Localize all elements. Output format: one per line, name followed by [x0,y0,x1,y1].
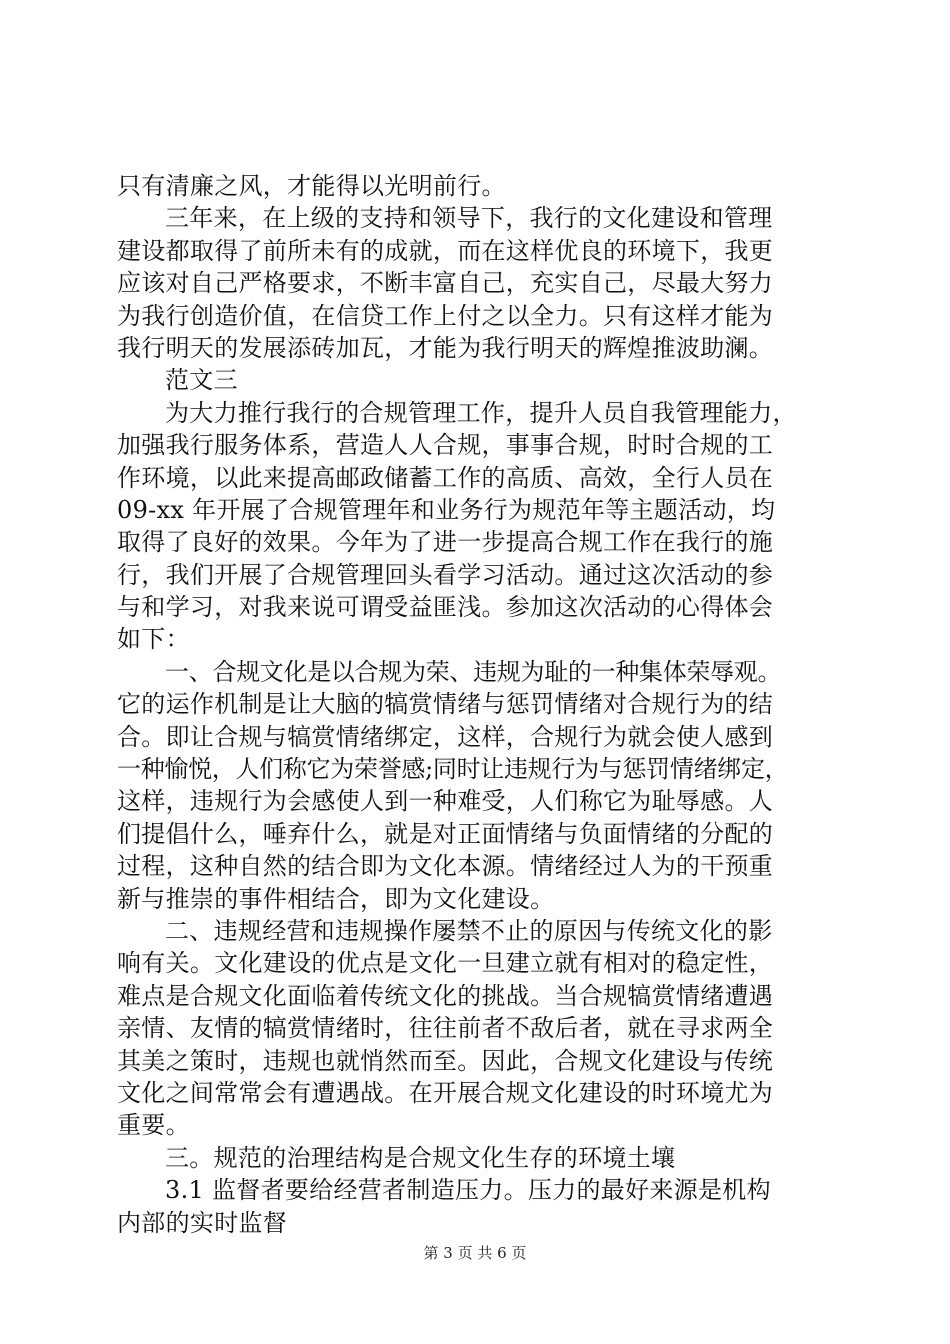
text-line: 应该对自己严格要求，不断丰富自己，充实自己，尽最大努力 [117,269,774,298]
text-line: 一种愉悦，人们称它为荣誉感;同时让违规行为与惩罚情绪绑定， [117,755,789,784]
text-line: 它的运作机制是让大脑的犒赏情绪与惩罚情绪对合规行为的结 [117,690,774,719]
text-line: 与和学习，对我来说可谓受益匪浅。参加这次活动的心得体会 [117,593,774,622]
text-line: 行，我们开展了合规管理回头看学习活动。通过这次活动的参 [117,560,774,589]
section-heading: 范文三 [165,366,238,395]
text-line: 建设都取得了前所未有的成就，而在这样优良的环境下，我更 [117,236,774,265]
text-line: 新与推崇的事件相结合，即为文化建设。 [117,884,555,913]
text-line: 重要。 [117,1111,190,1140]
text-line: 三。规范的治理结构是合规文化生存的环境土壤 [165,1143,676,1172]
text-line: 一、合规文化是以合规为荣、违规为耻的一种集体荣辱观。 [165,657,782,686]
text-line: 合。即让合规与犒赏情绪绑定，这样，合规行为就会使人感到 [117,722,774,751]
text-line: 内部的实时监督 [117,1208,288,1237]
text-line: 3.1 监督者要给经营者制造压力。压力的最好来源是机构 [165,1176,771,1205]
text-line: 09-xx 年开展了合规管理年和业务行为规范年等主题活动，均 [117,495,776,524]
text-line: 加强我行服务体系，营造人人合规，事事合规，时时合规的工 [117,431,774,460]
text-line: 这样，违规行为会感使人到一种难受，人们称它为耻辱感。人 [117,787,774,816]
text-line: 们提倡什么，唾弃什么，就是对正面情绪与负面情绪的分配的 [117,819,774,848]
text-line: 作环境，以此来提高邮政储蓄工作的高质、高效，全行人员在 [117,463,774,492]
text-line: 二、违规经营和违规操作屡禁不止的原因与传统文化的影 [165,916,773,945]
text-line: 其美之策时，违规也就悄然而至。因此，合规文化建设与传统 [117,1046,774,1075]
text-line: 文化之间常常会有遭遇战。在开展合规文化建设的时环境尤为 [117,1078,774,1107]
page-number-footer: 第 3 页 共 6 页 [423,1244,527,1262]
text-line: 取得了良好的效果。今年为了进一步提高合规工作在我行的施 [117,528,774,557]
text-line: 响有关。文化建设的优点是文化一旦建立就有相对的稳定性， [117,949,774,978]
text-line: 如下： [117,625,190,654]
text-line: 只有清廉之风，才能得以光明前行。 [117,172,506,200]
text-line: 为我行创造价值，在信贷工作上付之以全力。只有这样才能为 [117,301,774,330]
text-line: 为大力推行我行的合规管理工作，提升人员自我管理能力， [165,398,797,427]
text-line: 难点是合规文化面临着传统文化的挑战。当合规犒赏情绪遭遇 [117,981,774,1010]
text-line: 三年来，在上级的支持和领导下，我行的文化建设和管理 [165,204,773,233]
body-text [117,170,837,1239]
text-line: 亲情、友情的犒赏情绪时，往往前者不敌后者，就在寻求两全 [117,1014,774,1043]
text-line: 过程，这种自然的结合即为文化本源。情绪经过人为的干预重 [117,852,774,881]
text-line: 我行明天的发展添砖加瓦，才能为我行明天的辉煌推波助澜。 [117,333,774,362]
